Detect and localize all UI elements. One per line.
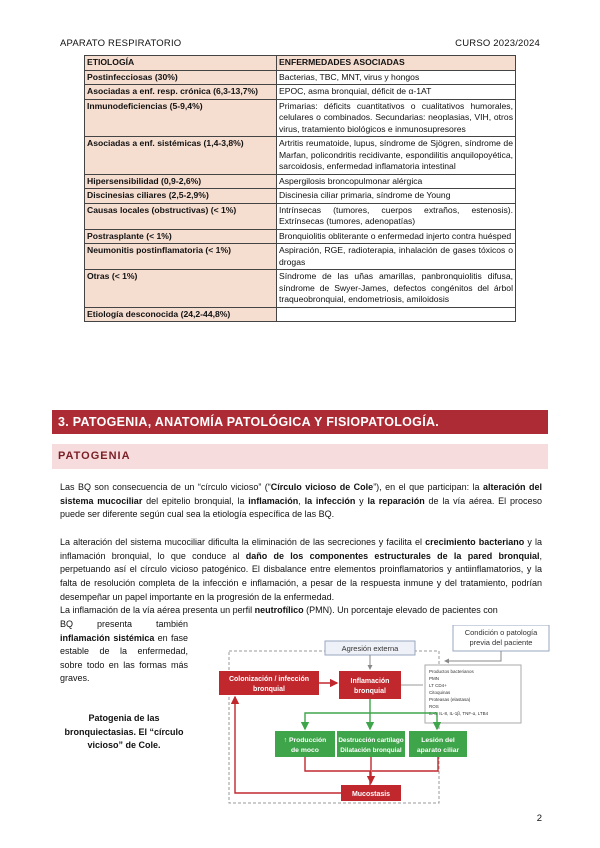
etiology-cell: Neumonitis postinflamatoria (< 1%) (85, 244, 277, 270)
text-run: en fase estable de la enfermedad, sobre todo en las formas más graves. (60, 632, 188, 683)
etiology-cell: Otras (< 1%) (85, 270, 277, 308)
text-run: , perpetuando así el círculo vicioso patogénico. El disbalance entre elementos proinflamatorios y antiinflamatorios, y la falta de resolución completa de la infección e inflamación, a pesar de la respuesta inmune y del tratamiento, podrían desempeñar un papel importante en la progresión de la enfermedad. (60, 550, 543, 602)
etiology-cell: Etiología desconocida (24,2-44,8%) (85, 307, 277, 322)
table-row (85, 70, 516, 85)
text-run: ”), en el que participan: la (373, 482, 484, 492)
disease-cell: Artritis reumatoide, lupus, síndrome de Sjögren, síndrome de Marfan, policondritis recidivante, espondilitis anquilopoyética, sarcoidosis, enfermedad inflamatoria intestinal (277, 137, 516, 175)
etiology-cell: Postrasplante (< 1%) (85, 229, 277, 244)
table-row (85, 85, 516, 100)
bold-run: crecimiento bacteriano (425, 537, 525, 547)
etiology-cell: Discinesias ciliares (2,5-2,9%) (85, 189, 277, 204)
bold-run: la reparación (367, 495, 425, 506)
mediator-text: ROS (429, 704, 439, 709)
disease-cell-empty (277, 307, 516, 322)
mediator-text: Productos bacterianos (429, 669, 474, 674)
bold-run: la infección (304, 495, 356, 506)
etiology-cell: Causas locales (obstructivas) (< 1%) (85, 203, 277, 229)
text-run: (PMN). Un porcentaje elevado de pacientes con (303, 605, 498, 615)
arrow-to-moco (305, 699, 370, 729)
text-run: La alteración del sistema mucociliar dificulta la eliminación de las secreciones y facilita el (60, 537, 426, 547)
disease-cell: Síndrome de las uñas amarillas, panbronquiolitis difusa, síndrome de Swyer-James, defectos congénitos del árbol traqueobronquial, endometriosis, amiloidosis (277, 270, 516, 308)
table-row (85, 189, 516, 204)
table-header-diseases: ENFERMEDADES ASOCIADAS (277, 56, 516, 71)
header-course: CURSO 2023/2024 (455, 38, 540, 49)
etiology-cell: Asociadas a enf. resp. crónica (6,3-13,7%) (85, 85, 277, 100)
inflamacion-label-1: Inflamación (350, 678, 390, 685)
etiology-table (84, 55, 516, 322)
arrow-condicion (445, 651, 501, 661)
destruccion-label-2: Dilatación bronquial (340, 747, 402, 754)
mediator-text: PMN (429, 676, 439, 681)
bold-run: Círculo vicioso de Cole (270, 482, 374, 492)
section-title: 3. PATOGENIA, ANATOMÍA PATOLÓGICA Y FISIOPATOLOGÍA. (52, 410, 548, 434)
text-run: de la vía aérea. El proceso puede ser diferente según cual sea la etiología específica de las BQ. (60, 495, 542, 520)
table-header-row (85, 56, 516, 71)
table-row (85, 229, 516, 244)
page-header (60, 38, 540, 49)
table-row-last (85, 307, 516, 322)
figure-caption: Patogenia de las bronquiectasias. El “círculo vicioso” de Cole. (64, 713, 184, 750)
disease-cell: Aspiración, RGE, radioterapia, inhalación de gases tóxicos o drogas (277, 244, 516, 270)
disease-cell: Bacterias, TBC, MNT, virus y hongos (277, 70, 516, 85)
bold-run: inflamación (248, 495, 299, 506)
etiology-cell: Hipersensibilidad (0,9-2,6%) (85, 174, 277, 189)
bold-run: alteración del sistema mucociliar (60, 482, 542, 506)
page-number: 2 (536, 813, 542, 824)
text-run: Las BQ son consecuencia de un “círculo vicioso” (“ (60, 482, 271, 492)
condicion-label-2: previa del paciente (469, 638, 533, 647)
mediator-text: Citoquinas (429, 690, 451, 695)
agresion-label: Agresión externa (341, 644, 399, 653)
arrow-moco-to-mucostasis (305, 757, 370, 785)
table-header-etiology: ETIOLOGÍA (85, 56, 277, 71)
inflamacion-label-2: bronquial (354, 688, 386, 695)
disease-cell: Aspergilosis broncopulmonar alérgica (277, 174, 516, 189)
text-run: La inflamación de la vía aérea presenta un perfil (60, 605, 255, 615)
paragraph-cole-cycle (60, 481, 542, 522)
text-run: y (355, 495, 368, 506)
bold-run: neutrofílico (254, 605, 304, 615)
arrow-lesion-to-mucostasis (372, 757, 438, 771)
colonizacion-label-1: Colonización / infección (228, 676, 310, 683)
lesion-label-2: aparato ciliar (416, 747, 460, 754)
etiology-cell: Inmunodeficiencias (5-9,4%) (85, 99, 277, 137)
subsection-title: PATOGENIA (52, 444, 548, 469)
paragraph-neutrophilic (60, 604, 542, 618)
etiology-cell: Postinfecciosas (30%) (85, 70, 277, 85)
lesion-label-1: Lesión del (421, 737, 455, 744)
moco-label-2: de moco (291, 747, 319, 754)
bold-run: inflamación sistémica (60, 632, 155, 643)
etiology-cell: Asociadas a enf. sistémicas (1,4-3,8%) (85, 137, 277, 175)
text-run: y la inflamación bronquial, lo que conduce al (60, 537, 542, 561)
disease-cell: Bronquiolitis obliterante o enfermedad injerto contra huésped (277, 229, 516, 244)
table-row (85, 99, 516, 137)
text-run: del epitelio bronquial, la (142, 495, 249, 506)
table-row (85, 174, 516, 189)
table-row (85, 137, 516, 175)
mediator-text: Proteasas (elastasa) (429, 697, 471, 702)
mediator-text: LT CD4+ (429, 683, 447, 688)
disease-cell: Intrínsecas (tumores, cuerpos extraños, estenosis). Extrínsecas (tumores, adenopatías) (277, 203, 516, 229)
disease-cell: Primarias: déficits cuantitativos o cualitativos humorales, celulares o combinados. Secundarias: neoplasias, VIH, otros virus, tratamiento biológicos e inmunosupresores (277, 99, 516, 137)
bold-run: daño de los componentes estructurales de la pared bronquial (245, 550, 540, 561)
mucostasis-label: Mucostasis (351, 791, 391, 798)
paragraph-systemic (60, 618, 188, 686)
cole-cycle-diagram (215, 625, 555, 813)
colonizacion-label-2: bronquial (253, 686, 285, 693)
destruccion-label-1: Destrucción cartílago (338, 737, 404, 744)
table-row (85, 203, 516, 229)
moco-label-1: ↑ Producción (283, 737, 327, 744)
disease-cell: EPOC, asma bronquial, déficit de α-1AT (277, 85, 516, 100)
mediator-text: IL-6, IL-8, IL-1β, TNF-α, LTB4 (429, 711, 489, 716)
table-row (85, 270, 516, 308)
paragraph-mucociliary (60, 536, 542, 605)
text-run: BQ presenta también (60, 619, 188, 629)
table-row (85, 244, 516, 270)
condicion-label-1: Condición o patología (464, 628, 538, 637)
header-subject: APARATO RESPIRATORIO (60, 38, 182, 49)
disease-cell: Discinesia ciliar primaria, síndrome de Young (277, 189, 516, 204)
text-run: , (298, 495, 305, 506)
